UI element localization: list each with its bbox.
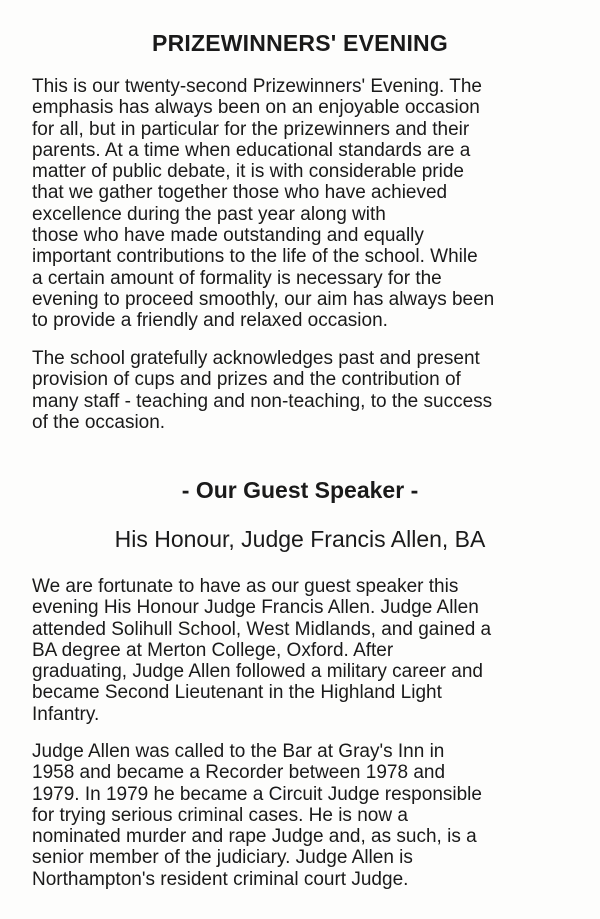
text-line: to provide a friendly and relaxed occasion. [32,310,388,332]
text-line: This is our twenty-second Prizewinners' Evening. The [32,76,482,97]
text-line: became Second Lieutenant in the Highland Light [32,682,442,704]
text-line: The school gratefully acknowledges past and present [32,348,480,369]
text-line: evening to proceed smoothly, our aim has always been [32,288,495,310]
text-line: many staff - teaching and non-teaching, to the success [32,390,493,412]
speaker-bio-paragraph-2 [32,741,588,890]
text-line: emphasis has always been on an enjoyable occasion [32,97,480,119]
text-line: evening His Honour Judge Francis Allen. Judge Allen [32,597,479,619]
acknowledgement-paragraph [32,348,588,433]
speaker-name: His Honour, Judge Francis Allen, BA [114,526,486,552]
text-line: for trying serious criminal cases. He is now a [32,804,408,826]
text-line: of the occasion. [32,411,166,433]
text-line: nominated murder and rape Judge and, as such, is a [32,826,477,848]
text-line: excellence during the past year along with [32,203,386,225]
speaker-bio-paragraph-1 [32,576,588,725]
text-line: for all, but in particular for the prizewinners and their [32,118,470,140]
guest-speaker-heading: - Our Guest Speaker - [181,477,419,503]
text-line: matter of public debate, it is with considerable pride [32,161,464,183]
text-line: those who have made outstanding and equally [32,225,424,247]
text-line: Northampton's resident criminal court Judge. [32,868,409,890]
text-line: 1958 and became a Recorder between 1978 and [32,762,446,784]
text-line: important contributions to the life of the school. While [32,246,478,268]
intro-paragraph [32,76,588,332]
text-line: Infantry. [32,703,100,725]
text-line: senior member of the judiciary. Judge Allen is [32,847,413,869]
text-line: attended Solihull School, West Midlands, and gained a [32,618,492,640]
text-line: 1979. In 1979 he became a Circuit Judge responsible [32,783,482,805]
text-line: provision of cups and prizes and the contribution of [32,369,461,391]
text-line: graduating, Judge Allen followed a military career and [32,661,483,683]
text-line: Judge Allen was called to the Bar at Gray's Inn in [32,741,445,762]
text-line: a certain amount of formality is necessary for the [32,267,442,289]
text-line: parents. At a time when educational standards are a [32,139,471,161]
text-line: BA degree at Merton College, Oxford. After [32,639,394,661]
page-title: PRIZEWINNERS' EVENING [152,30,448,56]
text-line: We are fortunate to have as our guest speaker this [32,576,459,597]
text-line: that we gather together those who have achieved [32,182,448,204]
